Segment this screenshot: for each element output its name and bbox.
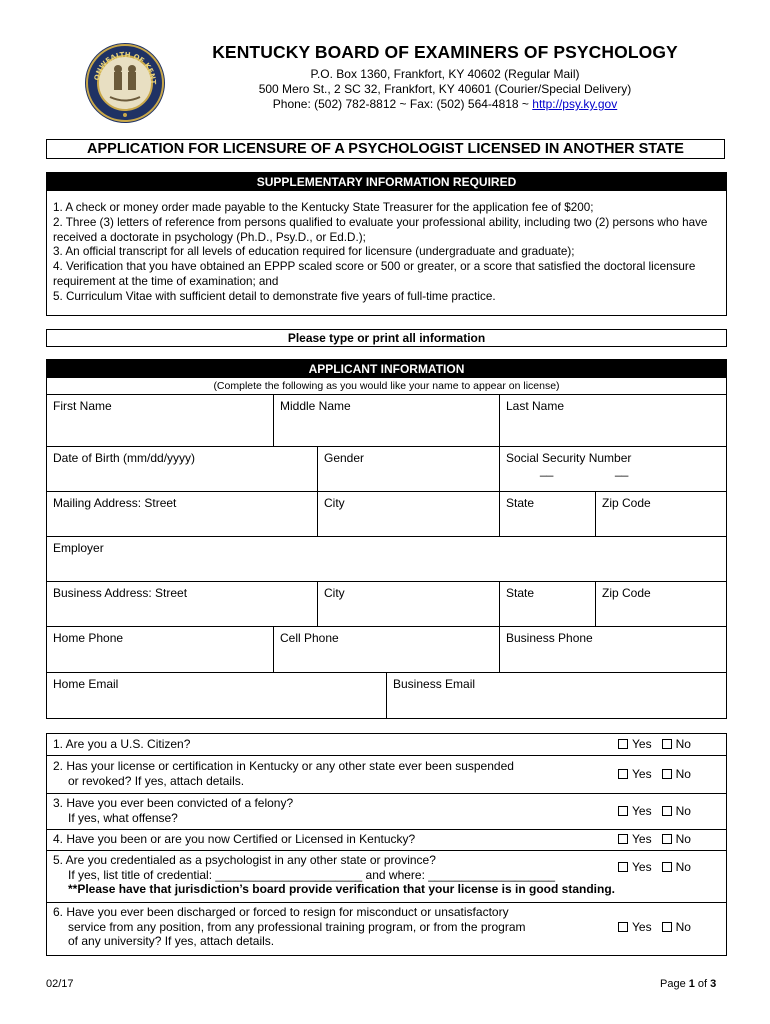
letterhead [170,42,720,112]
question-text: 1. Are you a U.S. Citizen? [53,737,191,751]
yes-label: Yes [632,832,652,846]
no-label: No [675,920,691,934]
yes-label: Yes [632,860,652,874]
city-label: City [324,586,345,600]
home-email-label: Home Email [53,677,119,691]
no-checkbox[interactable] [662,920,691,934]
business-phone-label: Business Phone [506,631,593,645]
email-row [47,673,726,718]
yes-checkbox[interactable] [618,767,652,781]
yes-label: Yes [632,920,652,934]
last-name-label: Last Name [506,399,565,413]
state-label: State [506,586,535,600]
yes-checkbox[interactable] [618,832,652,846]
no-checkbox[interactable] [662,737,691,751]
yes-checkbox[interactable] [618,804,652,818]
yes-checkbox[interactable] [618,737,652,751]
mailing-city-field[interactable] [317,492,499,536]
total-pages: 3 [710,978,717,990]
employer-row [47,537,726,582]
page-number [660,978,716,990]
no-label: No [675,860,691,874]
dob-label: Date of Birth (mm/dd/yyyy) [53,451,196,465]
question-line: 3. Have you ever been convicted of a felony? [53,796,294,810]
employer-label: Employer [53,541,104,555]
no-checkbox[interactable] [662,860,691,874]
website-link[interactable]: http://psy.ky.gov [532,97,618,111]
question-1 [47,734,726,756]
business-state-field[interactable] [499,582,595,626]
yes-checkbox[interactable] [618,920,652,934]
cell-phone-label: Cell Phone [280,631,339,645]
mailing-street-field[interactable] [47,492,317,536]
current-page: 1 [688,978,695,990]
no-checkbox[interactable] [662,767,691,781]
question-line: of any university? If yes, attach details. [68,934,275,948]
no-checkbox[interactable] [662,832,691,846]
ssn-field[interactable] [499,447,726,491]
business-zip-field[interactable] [595,582,726,626]
ssn-label: Social Security Number [506,451,632,465]
checkbox-icon [662,862,672,872]
dob-field[interactable] [47,447,317,491]
question-text [53,759,514,788]
home-phone-label: Home Phone [53,631,124,645]
zip-label: Zip Code [602,496,651,510]
mailing-street-label: Mailing Address: Street [53,496,177,510]
name-row [47,395,726,447]
yes-no-options [618,832,701,846]
courier-address: 500 Mero St., 2 SC 32, Frankfort, KY 40601 (Courier/Special Delivery) [258,82,632,96]
question-line: 2. Has your license or certification in Kentucky or any other state ever been suspended [53,759,514,773]
business-phone-field[interactable] [499,627,726,672]
yes-no-options [618,920,701,934]
business-street-field[interactable] [47,582,317,626]
yes-no-options [618,804,701,818]
question-line: If yes, what offense? [68,810,178,825]
page-prefix: Page [660,978,689,990]
checkbox-icon [618,769,628,779]
state-label: State [506,496,535,510]
no-label: No [675,767,691,781]
supplementary-item: 1. A check or money order made payable to the Kentucky State Treasurer for the application fee of $200; [53,201,594,214]
checkbox-icon [618,834,628,844]
no-label: No [675,804,691,818]
yes-label: Yes [632,767,652,781]
yes-label: Yes [632,737,652,751]
no-checkbox[interactable] [662,804,691,818]
checkbox-icon [662,769,672,779]
supplementary-item: 4. Verification that you have obtained an EPPP scaled score or 500 or greater, or a score that satisfied the doctoral licensure requirement at the time of examination; and [53,260,696,288]
gender-label: Gender [324,451,365,465]
form-title: APPLICATION FOR LICENSURE OF A PSYCHOLOGIST LICENSED IN ANOTHER STATE [46,139,725,159]
checkbox-icon [618,739,628,749]
contact-line [170,97,720,112]
yes-checkbox[interactable] [618,860,652,874]
last-name-field[interactable] [499,395,726,446]
question-text [53,853,615,897]
question-line: 6. Have you ever been discharged or forced to resign for misconduct or unsatisfactory [53,905,509,919]
supplementary-item: 3. An official transcript for all levels of education required for licensure (undergraduate and graduate); [53,245,575,259]
applicant-heading: APPLICANT INFORMATION [47,360,726,378]
business-email-field[interactable] [386,673,726,718]
mailing-zip-field[interactable] [595,492,726,536]
checkbox-icon [618,922,628,932]
dob-row [47,447,726,492]
checkbox-icon [662,806,672,816]
zip-label: Zip Code [602,586,651,600]
question-text [53,905,526,949]
phone-fax: Phone: (502) 782-8812 ~ Fax: (502) 564-4818 ~ [272,97,533,111]
checkbox-icon [662,834,672,844]
checkbox-icon [662,739,672,749]
yes-no-options [618,737,701,751]
question-line: service from any position, from any professional training program, or from the program [68,919,526,934]
ssn-separator: __ [615,463,629,477]
business-city-field[interactable] [317,582,499,626]
question-line: or revoked? If yes, attach details. [68,773,245,788]
question-text [53,796,293,825]
business-address-row [47,582,726,627]
no-label: No [675,737,691,751]
revision-date: 02/17 [46,978,74,990]
credential-line[interactable]: If yes, list title of credential: ______________________ and where: ___________________ [68,867,556,882]
employer-field[interactable] [47,537,726,581]
city-label: City [324,496,345,510]
middle-name-label: Middle Name [280,399,351,413]
questions-section [46,733,727,956]
first-name-label: First Name [53,399,112,413]
supplementary-section [46,172,727,316]
applicant-section [46,359,727,719]
svg-text:COMMONWEALTH OF KENTUCKY: ONWEALTH OF KENT [93,50,158,85]
question-5 [47,850,726,903]
question-3 [47,793,726,830]
state-seal-logo [84,42,166,124]
phone-row [47,627,726,673]
cell-phone-field[interactable] [273,627,499,672]
first-name-field[interactable] [47,395,273,446]
yes-no-options [618,860,701,874]
gender-field[interactable] [317,447,499,491]
question-2 [47,755,726,794]
checkbox-icon [618,862,628,872]
question-line: 5. Are you credentialed as a psychologist in any other state or province? [53,853,436,867]
yes-label: Yes [632,804,652,818]
ssn-separator: __ [540,463,554,477]
board-title: KENTUCKY BOARD OF EXAMINERS OF PSYCHOLOGY [212,42,678,62]
mailing-row [47,492,726,537]
mailing-state-field[interactable] [499,492,595,536]
question-text: 4. Have you been or are you now Certified or Licensed in Kentucky? [53,832,416,846]
checkbox-icon [662,922,672,932]
home-phone-field[interactable] [47,627,273,672]
supplementary-item: 2. Three (3) letters of reference from persons qualified to evaluate your professional ability, including two (2) persons who have received a doctorate in psychology (Ph.D., Psy.D., or Ed.D.); [53,215,708,244]
supplementary-item: 5. Curriculum Vitae with sufficient detail to demonstrate five years of full-time practice. [53,289,496,303]
yes-no-options [618,767,701,781]
home-email-field[interactable] [47,673,386,718]
page-of: of [694,978,711,990]
question-4 [47,829,726,851]
applicant-subheading: (Complete the following as you would like your name to appear on license) [47,378,726,395]
verification-note: **Please have that jurisdiction’s board provide verification that your license is in good standing. [68,882,616,896]
supplementary-list [47,191,726,305]
business-street-label: Business Address: Street [53,586,188,600]
type-print-notice: Please type or print all information [46,329,727,347]
question-6 [47,902,726,955]
supplementary-heading: SUPPLEMENTARY INFORMATION REQUIRED [47,173,726,191]
no-label: No [675,832,691,846]
middle-name-field[interactable] [273,395,499,446]
checkbox-icon [618,806,628,816]
mailing-address: P.O. Box 1360, Frankfort, KY 40602 (Regular Mail) [310,67,580,81]
business-email-label: Business Email [393,677,476,691]
